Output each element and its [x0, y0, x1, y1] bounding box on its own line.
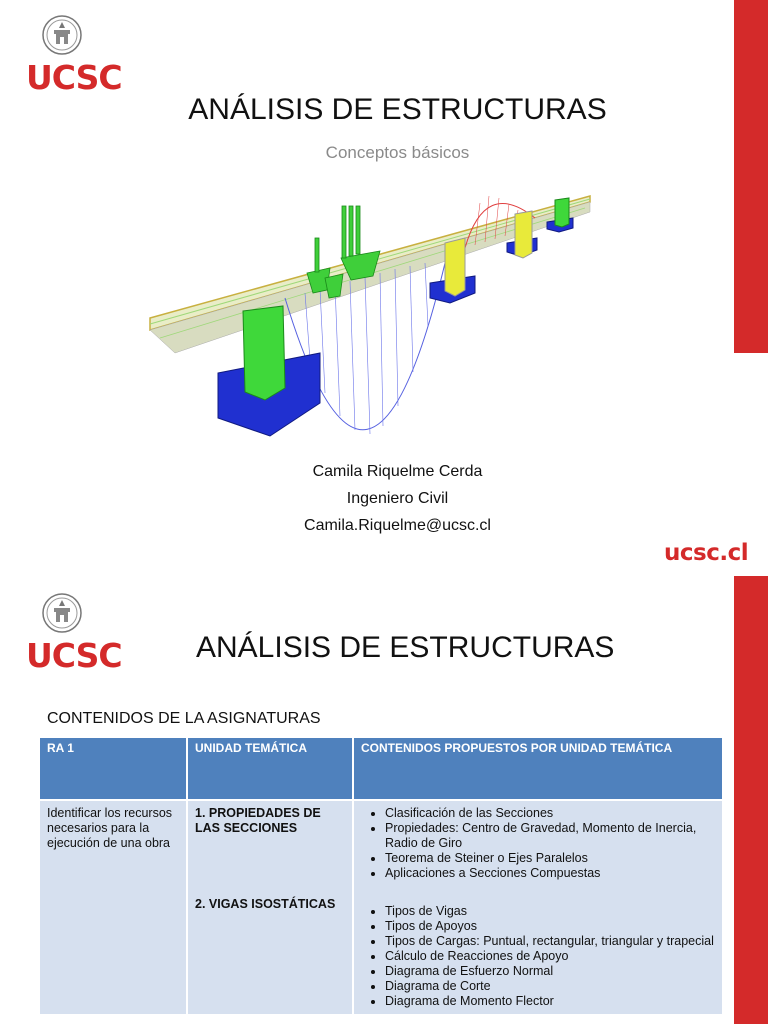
university-seal-icon [41, 592, 83, 634]
unit-2-list [361, 904, 715, 1009]
logo-wordmark: UCSC [26, 636, 122, 675]
contents-cell [353, 800, 723, 1015]
ra-cell: Identificar los recursos necesarios para la ejecución de una obra [39, 800, 187, 1015]
website-label: ucsc.cl [664, 540, 749, 566]
header-ra: RA 1 [39, 737, 187, 800]
bridge-structural-model-image [145, 178, 600, 456]
page-title: ANÁLISIS DE ESTRUCTURAS [196, 631, 615, 664]
red-accent-bar [734, 576, 768, 1024]
list-item: • Cálculo de Reacciones de Apoyo [385, 949, 715, 964]
ucsc-logo [26, 592, 122, 673]
list-item: • Diagrama de Momento Flector [385, 994, 715, 1009]
university-seal-icon [41, 14, 83, 56]
unit-title-1: 1. PROPIEDADES DE LAS SECCIONES [195, 806, 321, 835]
list-item: • Propiedades: Centro de Gravedad, Momento de Inercia, Radio de Giro [385, 821, 715, 851]
table-header-row [39, 737, 723, 800]
header-contenidos: CONTENIDOS PROPUESTOS POR UNIDAD TEMÁTICA [353, 737, 723, 800]
author-block [0, 458, 768, 539]
list-item: • Diagrama de Corte [385, 979, 715, 994]
author-email[interactable]: Camila.Riquelme@ucsc.cl [304, 517, 491, 534]
logo-wordmark: UCSC [26, 58, 122, 97]
list-item: • Teorema de Steiner o Ejes Paralelos [385, 851, 715, 866]
page-subtitle: Conceptos básicos [325, 143, 470, 162]
unit-title-2: 2. VIGAS ISOSTÁTICAS [195, 897, 336, 911]
header-unidad: UNIDAD TEMÁTICA [187, 737, 353, 800]
list-item: • Tipos de Cargas: Puntual, rectangular, triangular y trapecial [385, 934, 715, 949]
section-heading: CONTENIDOS DE LA ASIGNATURAS [47, 710, 321, 727]
ucsc-logo [26, 14, 122, 95]
author-name: Camila Riquelme Cerda [312, 463, 483, 480]
list-item: • Tipos de Vigas [385, 904, 715, 919]
table-row [39, 800, 723, 1015]
contents-table [38, 736, 724, 1016]
page-title: ANÁLISIS DE ESTRUCTURAS [188, 93, 607, 126]
unit-1-list [361, 806, 715, 881]
author-role: Ingeniero Civil [346, 490, 449, 507]
unit-cell [187, 800, 353, 1015]
list-item: • Clasificación de las Secciones [385, 806, 715, 821]
red-accent-bar [734, 0, 768, 353]
list-item: • Diagrama de Esfuerzo Normal [385, 964, 715, 979]
list-item: • Tipos de Apoyos [385, 919, 715, 934]
contents-slide [0, 576, 768, 1024]
list-item: • Aplicaciones a Secciones Compuestas [385, 866, 715, 881]
